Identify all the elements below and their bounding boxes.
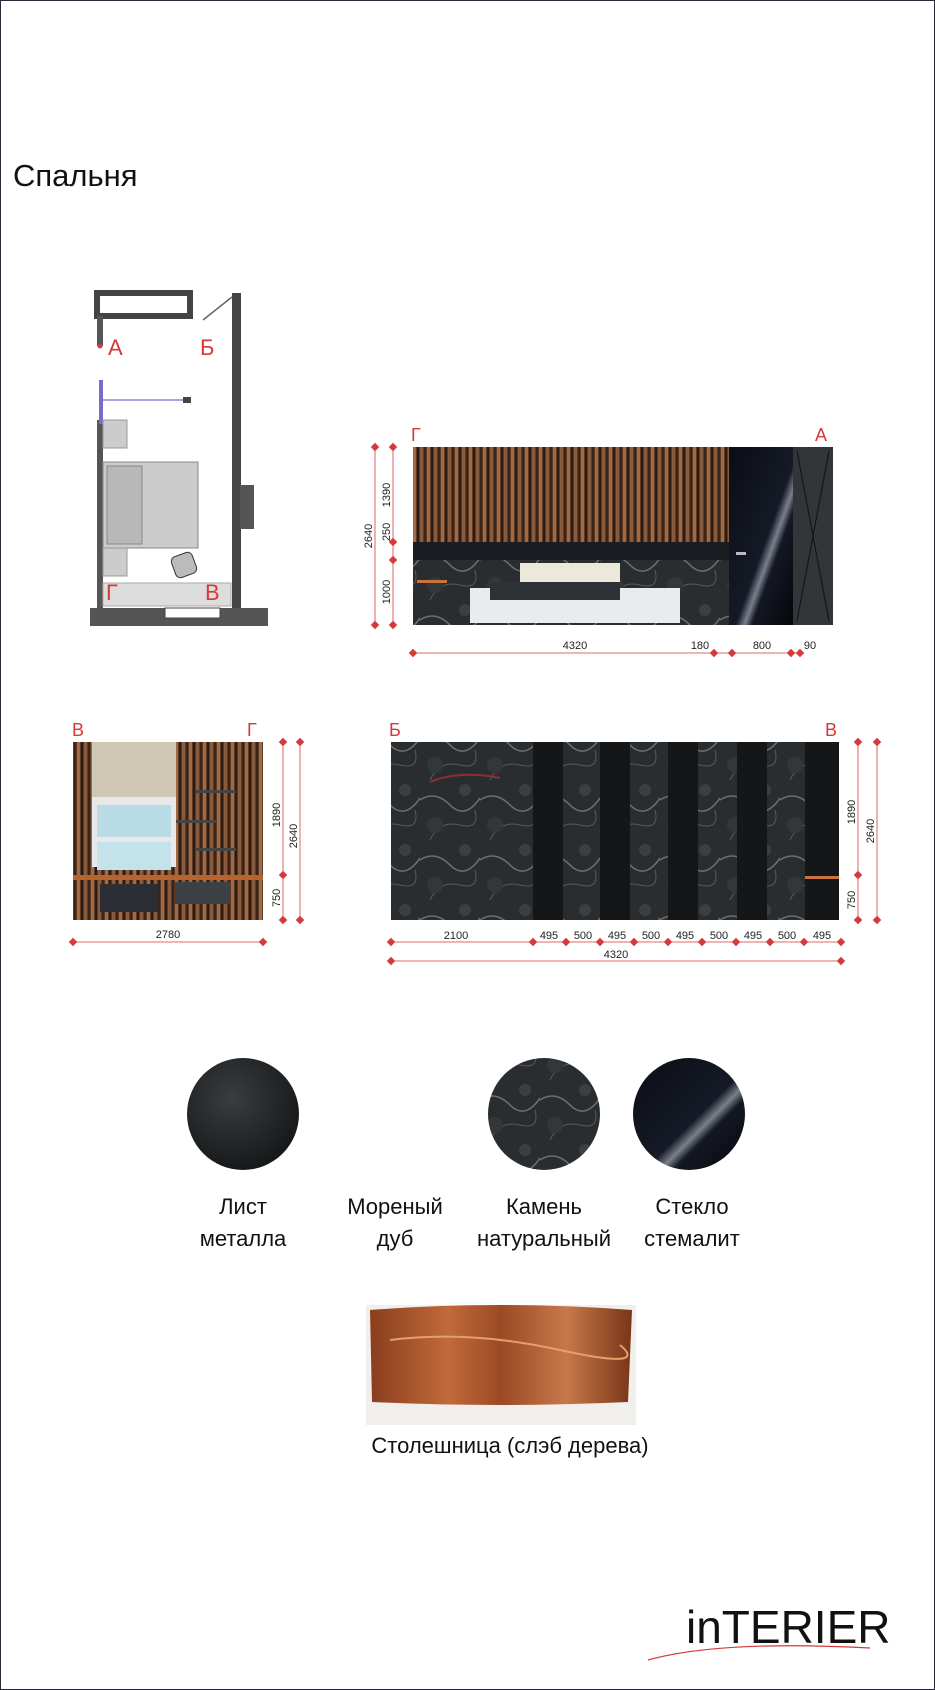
swatch-glass [633, 1058, 745, 1170]
material-caption-metal-line2: металла [199, 1226, 287, 1251]
slab-image [366, 1305, 636, 1425]
material-caption-oak-line2: дуб [376, 1226, 414, 1251]
plan-wall-left [97, 420, 103, 620]
bv-dim-seg-2: 500 [573, 930, 593, 942]
ga-dim-1000: 1000 [381, 579, 393, 605]
ga-shelf [417, 580, 447, 583]
ga-dim-1390: 1390 [381, 482, 393, 508]
bv-dim-750: 750 [846, 890, 858, 910]
material-caption-metal [168, 1191, 318, 1255]
plan-window [165, 608, 220, 618]
material-caption-stone-line1: Камень [505, 1194, 583, 1219]
material-caption-glass [617, 1191, 767, 1255]
ga-corner-left: Г [411, 425, 421, 445]
bv-dim-seg-4: 500 [641, 930, 661, 942]
material-caption-glass-line1: Стекло [655, 1194, 729, 1219]
vg-dim-2780: 2780 [155, 929, 181, 941]
plan-nightstand-top [103, 420, 127, 448]
bv-dim-seg-3: 495 [607, 930, 627, 942]
plan-partition-end [183, 397, 191, 403]
slab-wood [370, 1305, 632, 1405]
plan-label-g: Г [106, 580, 118, 605]
ga-blanket [490, 582, 620, 600]
vg-shelf-2 [176, 820, 216, 823]
vg-glass-upper [97, 805, 171, 837]
bv-dim-seg-7: 495 [743, 930, 763, 942]
bv-dim-seg-6: 500 [709, 930, 729, 942]
swatch-oak [333, 1058, 445, 1170]
bv-dim-2100: 2100 [443, 930, 469, 942]
ga-wood-panel [413, 447, 729, 542]
vg-glass-lower [97, 842, 171, 870]
bv-dim-4320: 4320 [603, 949, 629, 961]
elevation-v-g [69, 720, 304, 946]
swatch-stone [488, 1058, 600, 1170]
bv-corner-left: Б [389, 720, 401, 740]
floor-plan [90, 293, 268, 626]
ga-shadow-band [413, 542, 729, 560]
ga-dim-250: 250 [381, 522, 393, 542]
ga-dim-4320: 4320 [562, 640, 588, 652]
plan-label-a: А [108, 335, 123, 360]
bv-dim-seg-8: 500 [777, 930, 797, 942]
plan-wall-left-top [97, 316, 103, 346]
material-caption-stone [469, 1191, 619, 1255]
vg-corner-left: В [72, 720, 85, 740]
bv-dim-seg-9: 495 [812, 930, 832, 942]
plan-marker-a [98, 344, 103, 349]
bv-dim-seg-1: 495 [539, 930, 559, 942]
plan-window-wall [97, 293, 190, 316]
bv-glass-strip-1 [533, 742, 563, 920]
bv-corner-right: В [825, 720, 838, 740]
vg-shelf-1 [196, 790, 236, 793]
material-caption-metal-line1: Лист [219, 1194, 267, 1219]
slab-caption: Столешница (слэб дерева) [371, 1433, 649, 1458]
vg-dim-750: 750 [271, 888, 283, 908]
ga-corner-right: А [815, 425, 828, 445]
material-caption-oak [320, 1191, 470, 1255]
ga-dim-180: 180 [690, 640, 710, 652]
vg-corner-right: Г [247, 720, 257, 740]
swatch-metal [187, 1058, 299, 1170]
page-title: Спальня [13, 158, 138, 193]
material-swatches [187, 1058, 745, 1170]
plan-wall-right [232, 293, 241, 623]
plan-glass [99, 380, 103, 424]
ga-dim-2640: 2640 [363, 523, 375, 549]
material-caption-oak-line1: Мореный [347, 1194, 443, 1219]
ga-door-handle [736, 552, 746, 555]
bv-countertop [805, 876, 839, 879]
plan-bed-pillows [107, 466, 142, 544]
vg-dim-2640: 2640 [288, 823, 300, 849]
vg-radiator [100, 884, 158, 912]
plan-label-b: Б [200, 335, 215, 360]
vg-roman-blind [92, 742, 176, 797]
vg-countertop [73, 875, 263, 880]
bv-glass-strip-5 [805, 742, 839, 920]
material-caption-stone-line2: натуральный [477, 1226, 611, 1251]
ga-dim-90: 90 [803, 640, 817, 652]
bv-glass-strip-3 [668, 742, 698, 920]
elevation-b-v [387, 720, 881, 965]
plan-door-swing [203, 297, 232, 320]
bv-dim-1890: 1890 [846, 799, 858, 825]
plan-nightstand-bottom [103, 548, 127, 576]
vg-dim-1890: 1890 [271, 802, 283, 828]
material-caption-glass-line2: стемалит [644, 1226, 740, 1251]
plan-column [240, 485, 254, 529]
vg-drawer [175, 882, 230, 904]
vg-shelf-3 [196, 848, 236, 851]
bv-glass-strip-4 [737, 742, 767, 920]
elevation-g-a [363, 425, 833, 657]
ga-glass-door [729, 447, 793, 625]
brand-logo: inTERIER [686, 1601, 891, 1653]
ga-dim-800: 800 [752, 640, 772, 652]
bv-dim-2640: 2640 [865, 818, 877, 844]
bv-glass-strip-2 [600, 742, 630, 920]
bv-dim-seg-5: 495 [675, 930, 695, 942]
plan-label-v: В [205, 580, 220, 605]
plan-chair [170, 551, 198, 579]
